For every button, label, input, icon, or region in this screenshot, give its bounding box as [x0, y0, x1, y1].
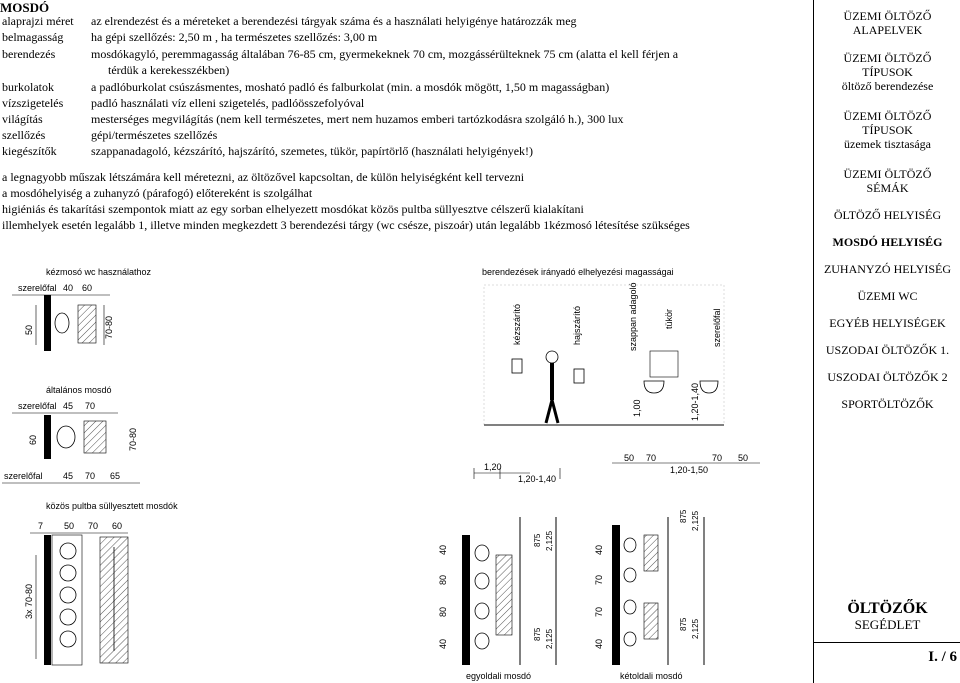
dim-label: 1,20-1,40	[690, 382, 700, 421]
elev-label: hajszárító	[572, 305, 582, 345]
spec-value: gépi/természetes szellőzés	[91, 128, 218, 142]
wall-block	[612, 525, 620, 665]
dim-label: 50	[738, 453, 749, 463]
dim-label: 50	[64, 521, 75, 531]
dim-label: 40	[594, 638, 604, 649]
dim-label: 1,20	[484, 462, 502, 472]
dim-label: 80	[438, 574, 448, 585]
nav-item-mosdo[interactable]: MOSDÓ HELYISÉG	[832, 235, 943, 249]
plan-shared-counter	[24, 501, 178, 665]
wall-block	[462, 535, 470, 665]
wall-block	[44, 295, 51, 351]
elev-label: szappan adagoló	[628, 282, 638, 351]
nav-item-tipusok-a-2[interactable]: TÍPUSOK	[862, 65, 913, 79]
drawing-title: berendezések irányadó elhelyezési magasságai	[482, 267, 674, 277]
wall-block	[44, 415, 51, 459]
nav-item-tipusok-a-3[interactable]: öltöző berendezése	[841, 79, 934, 93]
elev-label: kézszárító	[512, 303, 522, 345]
dim-label: 60	[112, 521, 123, 531]
dim-label: 40	[438, 638, 448, 649]
nav-item-sport[interactable]: SPORTÖLTÖZŐK	[841, 397, 934, 411]
plan-handbasin-wc	[12, 267, 152, 351]
footer-title: ÖLTÖZŐK	[847, 600, 928, 617]
spec-value: szappanadagoló, kézszárító, hajszárító, szemetes, tükör, papírtörlő (használati helyigények!)	[91, 144, 534, 158]
wall-label: szerelőfal	[18, 283, 57, 293]
dim-label: 70-80	[128, 427, 138, 451]
spec-value: padló használati víz elleni szigetelés, padlóösszefolyóval	[91, 96, 365, 110]
dim-label: 875	[533, 627, 542, 641]
dim-label: 40	[438, 544, 448, 555]
elev-label: szerelőfal	[712, 308, 722, 347]
counter	[52, 535, 82, 665]
dim-label: 60	[82, 283, 93, 293]
page-title: MOSDÓ	[0, 0, 50, 15]
dim-label: 2,125	[691, 510, 700, 531]
spec-label: vízszigetelés	[2, 96, 64, 110]
basin-icon	[55, 313, 69, 333]
note-line: higiéniás és takarítási szempontok miatt az egy sorban elhelyezett mosdókat közös pultba süllyesztve célszerű kialakítani	[2, 202, 584, 216]
plan-basin-row-dims	[2, 471, 140, 483]
dims-top-row	[612, 453, 760, 475]
wall-block	[44, 535, 51, 665]
dim-label: 3x 70-80	[24, 583, 34, 619]
dim-label: 70-80	[104, 315, 114, 339]
dim-label: 80	[438, 606, 448, 617]
dim-label: 2,125	[545, 530, 554, 551]
person-icon	[546, 351, 558, 363]
drawing-caption: kétoldali mosdó	[620, 671, 683, 681]
wall-label: szerelőfal	[4, 471, 43, 481]
drawing-caption: egyoldali mosdó	[466, 671, 532, 681]
elev-label: tükör	[664, 308, 674, 329]
nav-item-semak-1[interactable]: ÜZEMI ÖLTÖZŐ	[843, 167, 932, 181]
spec-label: világítás	[2, 112, 43, 126]
page-number: I. / 6	[928, 649, 957, 665]
nav-item-tipusok-a-1[interactable]: ÜZEMI ÖLTÖZŐ	[843, 51, 932, 65]
nav-item-alapelvek-1[interactable]: ÜZEMI ÖLTÖZŐ	[843, 9, 932, 23]
nav-item-tipusok-b-2[interactable]: TÍPUSOK	[862, 123, 913, 137]
spec-value: mosdókagyló, peremmagasság általában 76-85 cm, gyermekeknek 70 cm, mozgássérülteknek 75 cm (alatta el kell férjen a	[91, 47, 679, 61]
nav-item-uzemi-wc[interactable]: ÜZEMI WC	[857, 289, 918, 303]
dim-label: 875	[679, 617, 688, 631]
dim-label: 1,20-1,50	[670, 465, 709, 475]
plan-double-sided	[594, 509, 704, 681]
dim-label: 1,00	[632, 399, 642, 417]
drawing-title: közös pultba süllyesztett mosdók	[46, 501, 178, 511]
plan-general-basin	[12, 385, 138, 459]
spec-value: mesterséges megvilágítás (nem kell természetes, mert nem huzamos emberi tartózkodásra szolgáló h.), 300 lux	[91, 112, 624, 126]
drawing-title: általános mosdó	[46, 385, 112, 395]
note-line: a legnagyobb műszak létszámára kell méretezni, az öltözővel kapcsoltan, de külön helyiségként kell tervezni	[2, 170, 525, 184]
spec-label: berendezés	[2, 47, 56, 61]
note-line: a mosdóhelyiség a zuhanyzó (párafogó) előtereként is szolgálhat	[2, 186, 313, 200]
section-nav	[813, 0, 960, 683]
plan-single-sided	[438, 517, 556, 681]
usage-area	[496, 555, 512, 635]
dim-label: 2,125	[545, 628, 554, 649]
dim-label: 45	[63, 471, 74, 481]
dim-label: 7	[38, 521, 44, 531]
usage-area	[84, 421, 106, 453]
spec-label: kiegészítők	[2, 144, 57, 158]
spec-value: az elrendezést és a méreteket a berendezési tárgyak száma és a használati helyigénye határozzák meg	[91, 14, 577, 28]
dim-label: 70	[712, 453, 723, 463]
dim-label: 40	[594, 544, 604, 555]
dims-wc-row	[474, 462, 560, 484]
nav-item-uszodai-2[interactable]: USZODAI ÖLTÖZŐK 2	[827, 370, 948, 384]
nav-item-oltozo[interactable]: ÖLTÖZŐ HELYISÉG	[833, 208, 942, 222]
nav-item-tipusok-b-3[interactable]: üzemek tisztasága	[844, 137, 931, 151]
dim-label: 70	[646, 453, 657, 463]
usage-area	[78, 305, 96, 343]
dim-label: 60	[28, 434, 38, 445]
dim-label: 50	[24, 324, 34, 335]
dim-label: 70	[88, 521, 99, 531]
dim-label: 875	[679, 509, 688, 523]
spec-value: térdük a kerekesszékben)	[108, 63, 230, 77]
dim-label: 40	[63, 283, 74, 293]
basin-icon	[57, 426, 75, 448]
spec-label: burkolatok	[2, 80, 54, 94]
nav-item-alapelvek-2[interactable]: ALAPELVEK	[852, 23, 923, 37]
hair-dryer-icon	[574, 369, 584, 383]
nav-item-uszodai-1[interactable]: USZODAI ÖLTÖZŐK 1.	[825, 343, 950, 357]
spec-value: a padlóburkolat csúszásmentes, mosható padló és falburkolat (min. a mosdók mögött, 1,50 m magasságban)	[91, 80, 610, 94]
dim-label: 65	[110, 471, 121, 481]
dim-label: 50	[624, 453, 635, 463]
hand-dryer-icon	[512, 359, 522, 373]
nav-item-zuhanyzo[interactable]: ZUHANYZÓ HELYISÉG	[823, 262, 952, 276]
spec-label: belmagasság	[2, 30, 64, 44]
note-line: illemhelyek esetén legalább 1, illetve minden megkezdett 3 berendezési tárgy (wc csésze, piszoár) után legalább 1kézmosó létesítése szükséges	[2, 218, 690, 232]
spec-value: ha gépi szellőzés: 2,50 m , ha természetes szellőzés: 3,00 m	[91, 30, 378, 44]
dim-label: 70	[594, 574, 604, 585]
spec-label: szellőzés	[2, 128, 46, 142]
dim-label: 875	[533, 533, 542, 547]
drawing-title: kézmosó wc használathoz	[46, 267, 152, 277]
dim-label: 70	[85, 471, 96, 481]
basin-icon	[644, 381, 664, 393]
drawings-canvas	[0, 255, 812, 683]
wall-label: szerelőfal	[18, 401, 57, 411]
dim-label: 1,20-1,40	[518, 474, 557, 484]
elevation-heights	[482, 267, 724, 425]
dim-label: 70	[85, 401, 96, 411]
nav-item-semak-2[interactable]: SÉMÁK	[866, 181, 909, 195]
nav-item-egyeb[interactable]: EGYÉB HELYISÉGEK	[829, 316, 946, 330]
dim-label: 45	[63, 401, 74, 411]
dim-label: 2,125	[691, 618, 700, 639]
mirror-icon	[650, 351, 678, 377]
nav-item-tipusok-b-1[interactable]: ÜZEMI ÖLTÖZŐ	[843, 109, 932, 123]
spec-label: alaprajzi méret	[2, 14, 74, 28]
footer-subtitle: SEGÉDLET	[854, 617, 921, 632]
dim-label: 70	[594, 606, 604, 617]
